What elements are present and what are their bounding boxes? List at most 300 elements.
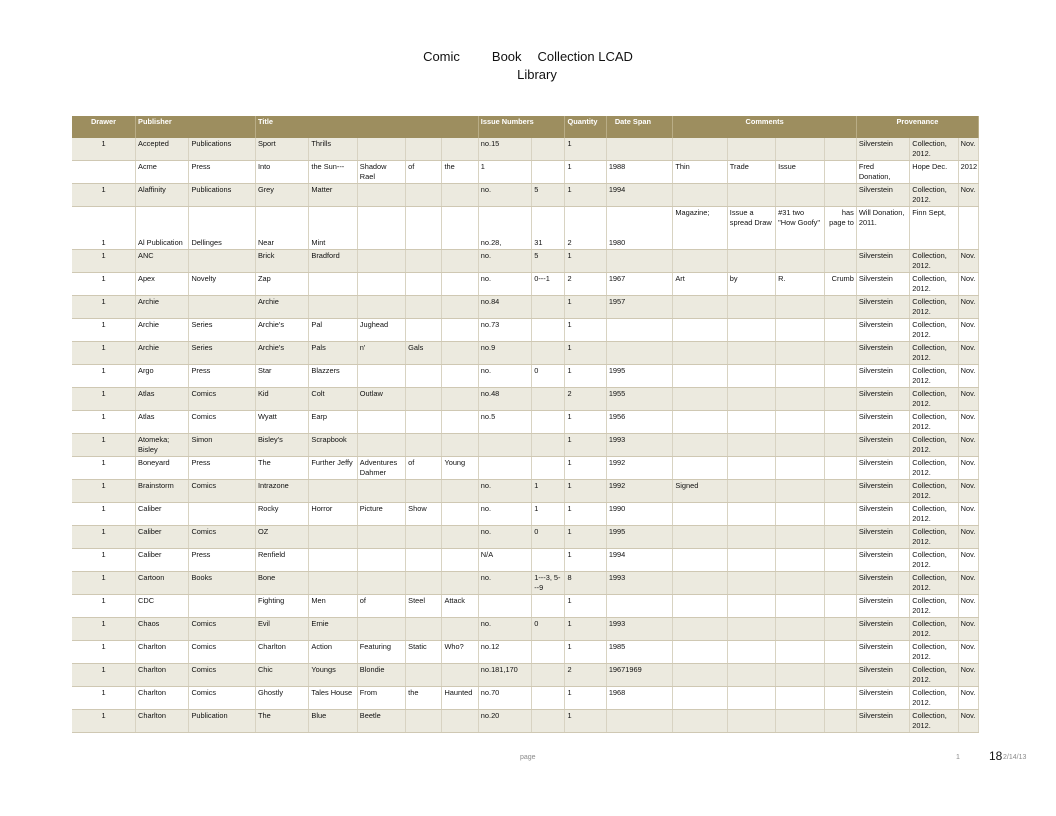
cell-comment-2 [727, 572, 775, 595]
cell-title-1: The [255, 710, 308, 733]
cell-title-2: Thrills [309, 138, 357, 161]
cell-provenance-2: Hope Dec. [910, 161, 958, 184]
table-row [72, 503, 979, 526]
cell-date: 1993 [606, 434, 673, 457]
cell-comment-3 [776, 411, 824, 434]
cell-comment-1 [673, 549, 727, 572]
cell-date: 1990 [606, 503, 673, 526]
col-header-date-span: Date Span [606, 116, 673, 138]
cell-comment-4 [824, 503, 856, 526]
cell-title-2: Bradford [309, 250, 357, 273]
cell-comment-1 [673, 184, 727, 207]
cell-comment-4 [824, 138, 856, 161]
table-row [72, 138, 979, 161]
cell-title-1: Kid [255, 388, 308, 411]
cell-publisher-1: Cartoon [136, 572, 189, 595]
cell-title-4 [406, 664, 442, 687]
cell-title-1: Archie's [255, 342, 308, 365]
cell-comment-2 [727, 457, 775, 480]
cell-issue-1: no.48 [478, 388, 531, 411]
cell-date: 1995 [606, 365, 673, 388]
cell-title-1: Grey [255, 184, 308, 207]
cell-title-3: n' [357, 342, 405, 365]
cell-provenance-1: Silverstein [856, 250, 909, 273]
cell-drawer: 1 [72, 618, 136, 641]
cell-issue-2: 0 [532, 526, 565, 549]
cell-publisher-1: Atlas [136, 411, 189, 434]
table-body [72, 138, 979, 733]
cell-title-5 [442, 480, 478, 503]
cell-comment-3 [776, 457, 824, 480]
cell-issue-2 [532, 296, 565, 319]
cell-comment-2 [727, 503, 775, 526]
cell-comment-3 [776, 618, 824, 641]
col-header-quantity: Quantity [565, 116, 606, 138]
cell-issue-2: 31 [532, 207, 565, 250]
cell-title-5 [442, 710, 478, 733]
cell-drawer: 1 [72, 595, 136, 618]
cell-title-4 [406, 526, 442, 549]
cell-comment-3: #31 two "How Goofy" [776, 207, 824, 250]
cell-comment-3 [776, 664, 824, 687]
cell-comment-2 [727, 184, 775, 207]
cell-comment-2 [727, 618, 775, 641]
cell-drawer: 1 [72, 411, 136, 434]
cell-date: 1957 [606, 296, 673, 319]
cell-comment-2 [727, 595, 775, 618]
table-row [72, 365, 979, 388]
cell-title-5: Who? [442, 641, 478, 664]
cell-comment-4 [824, 641, 856, 664]
cell-publisher-2: Comics [189, 411, 256, 434]
cell-provenance-3: Nov. [958, 641, 978, 664]
cell-title-2: Blazzers [309, 365, 357, 388]
cell-title-4: Show [406, 503, 442, 526]
cell-quantity: 1 [565, 480, 606, 503]
cell-issue-1: no. [478, 184, 531, 207]
cell-publisher-1: Boneyard [136, 457, 189, 480]
cell-comment-3 [776, 388, 824, 411]
cell-title-2: Scrapbook [309, 434, 357, 457]
cell-drawer: 1 [72, 526, 136, 549]
table-row [72, 161, 979, 184]
cell-title-4 [406, 618, 442, 641]
cell-issue-2: 1---3, 5---9 [532, 572, 565, 595]
cell-title-5 [442, 342, 478, 365]
cell-provenance-1: Silverstein [856, 572, 909, 595]
cell-date: 1993 [606, 572, 673, 595]
cell-publisher-2: Publications [189, 138, 256, 161]
collection-table [72, 116, 979, 733]
cell-provenance-1: Silverstein [856, 595, 909, 618]
cell-provenance-3: Nov. [958, 549, 978, 572]
cell-issue-2 [532, 549, 565, 572]
cell-publisher-1: Alaffinity [136, 184, 189, 207]
table-row [72, 595, 979, 618]
cell-comment-3 [776, 480, 824, 503]
cell-issue-1 [478, 457, 531, 480]
cell-comment-4 [824, 664, 856, 687]
cell-issue-1: no.5 [478, 411, 531, 434]
cell-provenance-2: Collection, 2012. [910, 641, 958, 664]
cell-title-2 [309, 296, 357, 319]
cell-publisher-1: Caliber [136, 526, 189, 549]
cell-title-1: Star [255, 365, 308, 388]
cell-comment-3 [776, 296, 824, 319]
cell-provenance-2: Collection, 2012. [910, 618, 958, 641]
cell-comment-3: R. [776, 273, 824, 296]
table-row [72, 434, 979, 457]
cell-title-4: Static [406, 641, 442, 664]
col-header-publisher: Publisher [136, 116, 256, 138]
cell-title-3 [357, 526, 405, 549]
cell-publisher-2: Simon [189, 434, 256, 457]
cell-publisher-2: Comics [189, 664, 256, 687]
cell-title-2: Horror [309, 503, 357, 526]
cell-provenance-1: Silverstein [856, 184, 909, 207]
cell-provenance-2: Collection, 2012. [910, 480, 958, 503]
cell-comment-2 [727, 365, 775, 388]
cell-drawer: 1 [72, 207, 136, 250]
cell-issue-2: 1 [532, 480, 565, 503]
cell-comment-1 [673, 319, 727, 342]
cell-comment-3 [776, 687, 824, 710]
cell-title-5 [442, 664, 478, 687]
cell-provenance-3: Nov. [958, 365, 978, 388]
cell-comment-2 [727, 641, 775, 664]
cell-provenance-3: Nov. [958, 710, 978, 733]
cell-title-5 [442, 250, 478, 273]
cell-title-5 [442, 618, 478, 641]
cell-title-2: Further Jeffy [309, 457, 357, 480]
cell-provenance-1: Silverstein [856, 641, 909, 664]
cell-title-3: Outlaw [357, 388, 405, 411]
cell-provenance-1: Silverstein [856, 434, 909, 457]
cell-comment-4 [824, 457, 856, 480]
cell-comment-1: Signed [673, 480, 727, 503]
cell-issue-2 [532, 595, 565, 618]
cell-title-3 [357, 549, 405, 572]
cell-issue-1: no.15 [478, 138, 531, 161]
cell-comment-3 [776, 710, 824, 733]
cell-title-3: Blondie [357, 664, 405, 687]
cell-date: 1955 [606, 388, 673, 411]
cell-provenance-1: Silverstein [856, 138, 909, 161]
cell-comment-4 [824, 618, 856, 641]
cell-title-5: Attack [442, 595, 478, 618]
title-word-library: Library [517, 67, 557, 82]
cell-quantity: 1 [565, 296, 606, 319]
cell-title-1: Intrazone [255, 480, 308, 503]
cell-quantity: 1 [565, 434, 606, 457]
cell-issue-1: no. [478, 480, 531, 503]
cell-title-4 [406, 138, 442, 161]
cell-title-1: Bone [255, 572, 308, 595]
cell-comment-1 [673, 342, 727, 365]
cell-quantity: 1 [565, 342, 606, 365]
cell-comment-3 [776, 503, 824, 526]
cell-title-1: Zap [255, 273, 308, 296]
cell-date [606, 595, 673, 618]
cell-title-3: From [357, 687, 405, 710]
cell-title-2: Youngs [309, 664, 357, 687]
cell-issue-2 [532, 434, 565, 457]
cell-drawer: 1 [72, 664, 136, 687]
cell-title-1: Fighting [255, 595, 308, 618]
cell-provenance-2: Collection, 2012. [910, 710, 958, 733]
cell-title-5 [442, 411, 478, 434]
cell-title-3: Beetle [357, 710, 405, 733]
cell-title-4 [406, 296, 442, 319]
cell-title-1: Wyatt [255, 411, 308, 434]
cell-title-4 [406, 434, 442, 457]
cell-drawer [72, 161, 136, 184]
cell-comment-4 [824, 184, 856, 207]
cell-title-5 [442, 572, 478, 595]
cell-publisher-1: ANC [136, 250, 189, 273]
cell-provenance-2: Collection, 2012. [910, 687, 958, 710]
cell-title-5 [442, 296, 478, 319]
cell-comment-1 [673, 138, 727, 161]
cell-comment-4 [824, 250, 856, 273]
cell-title-2 [309, 526, 357, 549]
cell-provenance-1: Silverstein [856, 388, 909, 411]
cell-drawer: 1 [72, 319, 136, 342]
cell-publisher-2: Books [189, 572, 256, 595]
cell-provenance-1: Silverstein [856, 457, 909, 480]
cell-title-4 [406, 273, 442, 296]
cell-drawer: 1 [72, 434, 136, 457]
cell-title-1: The [255, 457, 308, 480]
cell-issue-2: 1 [532, 503, 565, 526]
cell-drawer: 1 [72, 457, 136, 480]
footer-page-number: 1 [956, 754, 960, 761]
cell-issue-1: no. [478, 273, 531, 296]
cell-title-4 [406, 365, 442, 388]
cell-comment-3 [776, 595, 824, 618]
cell-comment-1 [673, 641, 727, 664]
cell-quantity: 1 [565, 687, 606, 710]
cell-title-5: Young [442, 457, 478, 480]
cell-comment-2 [727, 687, 775, 710]
cell-comment-3 [776, 138, 824, 161]
cell-title-1: OZ [255, 526, 308, 549]
cell-comment-1 [673, 296, 727, 319]
cell-publisher-1: Apex [136, 273, 189, 296]
cell-comment-4 [824, 710, 856, 733]
cell-publisher-2: Comics [189, 388, 256, 411]
cell-title-4 [406, 388, 442, 411]
cell-title-1: Into [255, 161, 308, 184]
cell-date [606, 319, 673, 342]
cell-title-1: Ghostly [255, 687, 308, 710]
table-row [72, 250, 979, 273]
cell-publisher-1: Acme [136, 161, 189, 184]
cell-title-4 [406, 207, 442, 250]
cell-title-5 [442, 207, 478, 250]
cell-title-2: Tales House [309, 687, 357, 710]
cell-provenance-3: Nov. [958, 250, 978, 273]
cell-comment-4 [824, 434, 856, 457]
cell-title-1: Rocky [255, 503, 308, 526]
cell-comment-4 [824, 480, 856, 503]
cell-publisher-1: Caliber [136, 503, 189, 526]
table-row [72, 319, 979, 342]
cell-drawer: 1 [72, 184, 136, 207]
cell-publisher-1: Charlton [136, 687, 189, 710]
cell-publisher-1: Brainstorm [136, 480, 189, 503]
cell-publisher-2: Comics [189, 641, 256, 664]
cell-issue-1: 1 [478, 161, 531, 184]
cell-provenance-3: Nov. [958, 595, 978, 618]
title-word-collection: Collection LCAD [537, 49, 633, 64]
cell-title-2: Action [309, 641, 357, 664]
cell-title-3: Picture [357, 503, 405, 526]
cell-publisher-2: Press [189, 161, 256, 184]
cell-date: 1985 [606, 641, 673, 664]
cell-date: 1992 [606, 457, 673, 480]
cell-issue-1: no.20 [478, 710, 531, 733]
cell-provenance-1: Silverstein [856, 710, 909, 733]
cell-provenance-3: Nov. [958, 526, 978, 549]
cell-provenance-3: Nov. [958, 273, 978, 296]
cell-provenance-3: Nov. [958, 503, 978, 526]
cell-provenance-1: Will Donation, 2011. [856, 207, 909, 250]
cell-title-1: Sport [255, 138, 308, 161]
cell-provenance-2: Collection, 2012. [910, 138, 958, 161]
cell-provenance-3: Nov. [958, 687, 978, 710]
cell-quantity: 1 [565, 138, 606, 161]
cell-title-2: Men [309, 595, 357, 618]
cell-provenance-2: Collection, 2012. [910, 503, 958, 526]
cell-title-4: Gals [406, 342, 442, 365]
cell-comment-3 [776, 549, 824, 572]
table-row [72, 664, 979, 687]
cell-comment-4 [824, 365, 856, 388]
cell-title-3: Shadow Rael [357, 161, 405, 184]
cell-title-1: Brick [255, 250, 308, 273]
cell-publisher-1: Atlas [136, 388, 189, 411]
cell-title-3: Jughead [357, 319, 405, 342]
cell-comment-2: Trade [727, 161, 775, 184]
table-row [72, 273, 979, 296]
title-word-book: Book [491, 49, 522, 64]
cell-title-3 [357, 296, 405, 319]
table-row [72, 296, 979, 319]
cell-comment-2 [727, 296, 775, 319]
cell-issue-1: no.84 [478, 296, 531, 319]
cell-drawer: 1 [72, 250, 136, 273]
cell-publisher-1: Chaos [136, 618, 189, 641]
cell-quantity: 1 [565, 184, 606, 207]
cell-provenance-2: Collection, 2012. [910, 457, 958, 480]
cell-quantity: 1 [565, 618, 606, 641]
cell-issue-1 [478, 595, 531, 618]
cell-provenance-3: Nov. [958, 319, 978, 342]
cell-quantity: 8 [565, 572, 606, 595]
cell-publisher-1: Caliber [136, 549, 189, 572]
cell-issue-2 [532, 641, 565, 664]
document-title [0, 48, 1056, 84]
cell-issue-2: 0---1 [532, 273, 565, 296]
cell-publisher-2: Press [189, 365, 256, 388]
cell-issue-2 [532, 411, 565, 434]
cell-comment-2 [727, 250, 775, 273]
cell-comment-4 [824, 411, 856, 434]
table-row [72, 641, 979, 664]
cell-comment-4 [824, 296, 856, 319]
cell-title-2: Matter [309, 184, 357, 207]
cell-issue-2: 5 [532, 184, 565, 207]
cell-provenance-2: Collection, 2012. [910, 388, 958, 411]
cell-provenance-2: Collection, 2012. [910, 319, 958, 342]
cell-comment-2 [727, 342, 775, 365]
cell-provenance-2: Collection, 2012. [910, 526, 958, 549]
cell-provenance-2: Collection, 2012. [910, 411, 958, 434]
cell-title-5 [442, 549, 478, 572]
cell-provenance-1: Silverstein [856, 526, 909, 549]
cell-provenance-2: Collection, 2012. [910, 595, 958, 618]
cell-provenance-2: Collection, 2012. [910, 250, 958, 273]
cell-title-5 [442, 526, 478, 549]
cell-title-5 [442, 388, 478, 411]
cell-comment-3: Issue [776, 161, 824, 184]
cell-comment-1 [673, 526, 727, 549]
table-row [72, 342, 979, 365]
cell-issue-1: no.73 [478, 319, 531, 342]
cell-issue-1: no.28, [478, 207, 531, 250]
cell-issue-2: 5 [532, 250, 565, 273]
cell-title-4 [406, 250, 442, 273]
cell-title-2 [309, 572, 357, 595]
cell-comment-4 [824, 595, 856, 618]
title-word-comic: Comic [423, 49, 460, 64]
col-header-drawer: Drawer [72, 116, 136, 138]
cell-title-2: Pals [309, 342, 357, 365]
cell-comment-1: Art [673, 273, 727, 296]
cell-provenance-1: Silverstein [856, 503, 909, 526]
cell-title-3 [357, 138, 405, 161]
cell-provenance-2: Collection, 2012. [910, 572, 958, 595]
cell-issue-2 [532, 342, 565, 365]
cell-publisher-2 [189, 595, 256, 618]
cell-issue-1: no.12 [478, 641, 531, 664]
cell-title-4 [406, 549, 442, 572]
cell-publisher-2: Comics [189, 687, 256, 710]
cell-title-2 [309, 549, 357, 572]
table-row [72, 411, 979, 434]
cell-quantity: 2 [565, 207, 606, 250]
cell-title-2: Ernie [309, 618, 357, 641]
cell-provenance-2: Collection, 2012. [910, 365, 958, 388]
cell-comment-4 [824, 687, 856, 710]
cell-title-1: Charlton [255, 641, 308, 664]
cell-title-1: Archie's [255, 319, 308, 342]
cell-publisher-2: Press [189, 457, 256, 480]
cell-title-3 [357, 207, 405, 250]
cell-comment-4 [824, 549, 856, 572]
cell-comment-1: Magazine; [673, 207, 727, 250]
cell-title-3 [357, 618, 405, 641]
cell-title-2 [309, 480, 357, 503]
cell-quantity: 1 [565, 641, 606, 664]
cell-comment-3 [776, 319, 824, 342]
cell-title-3 [357, 480, 405, 503]
cell-comment-1 [673, 250, 727, 273]
cell-issue-2: 0 [532, 618, 565, 641]
cell-provenance-2: Collection, 2012. [910, 549, 958, 572]
cell-title-2: Pal [309, 319, 357, 342]
